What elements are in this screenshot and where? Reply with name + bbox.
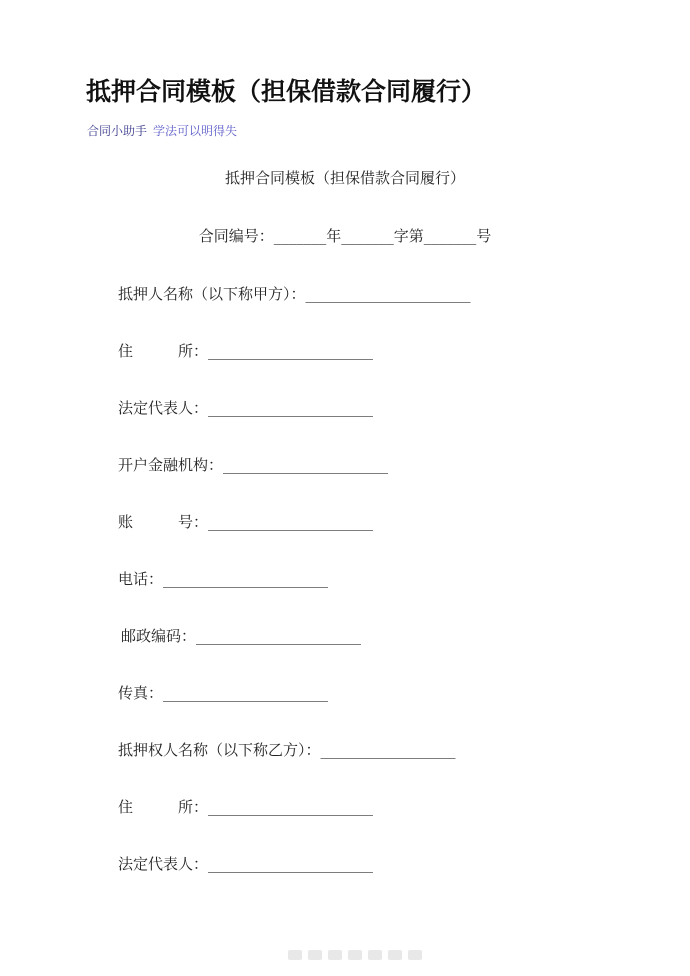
mortgagor-account-field: 账 号：______________________ — [118, 513, 374, 531]
page-dot — [308, 950, 322, 960]
page-title: 抵押合同模板（担保借款合同履行） — [86, 77, 487, 106]
mortgagor-bank-field: 开户金融机构：______________________ — [118, 456, 389, 474]
author-name[interactable]: 合同小助手 — [87, 124, 148, 138]
contract-number-line: 合同编号：_______年_______字第_______号 — [198, 227, 492, 245]
mortgagee-name-field: 抵押权人名称（以下称乙方）：__________________ — [118, 741, 456, 759]
page-dot — [348, 950, 362, 960]
page-indicator — [288, 950, 422, 960]
author-tagline[interactable]: 学法可以明得失 — [153, 124, 238, 138]
mortgagor-legal-rep-field: 法定代表人：______________________ — [118, 399, 374, 417]
mortgagor-fax-field: 传真：______________________ — [118, 684, 329, 702]
page-dot — [388, 950, 402, 960]
mortgagor-postcode-field: 邮政编码：______________________ — [121, 627, 362, 645]
document-meta — [87, 122, 237, 139]
page-dot — [368, 950, 382, 960]
mortgagee-address-field: 住 所：______________________ — [118, 798, 374, 816]
mortgagor-name-field: 抵押人名称（以下称甲方）：______________________ — [118, 285, 471, 303]
page-dot — [408, 950, 422, 960]
page-dot — [328, 950, 342, 960]
document-heading: 抵押合同模板（担保借款合同履行） — [224, 169, 465, 187]
mortgagor-phone-field: 电话：______________________ — [118, 570, 329, 588]
mortgagee-legal-rep-field: 法定代表人：______________________ — [118, 855, 374, 873]
mortgagor-address-field: 住 所：______________________ — [118, 342, 374, 360]
page-dot — [288, 950, 302, 960]
